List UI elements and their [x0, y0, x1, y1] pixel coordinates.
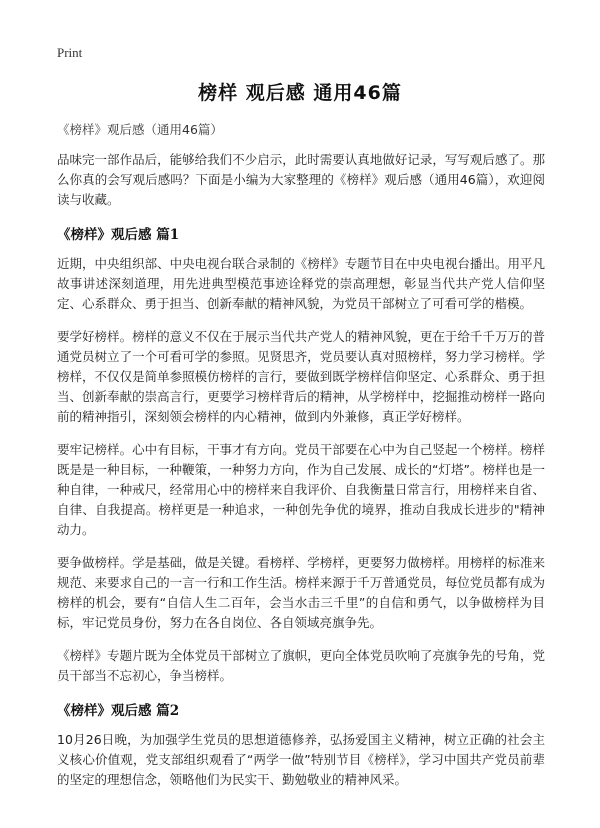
- page-title: 榜样 观后感 通用46篇: [198, 82, 402, 104]
- section-paragraph: 要争做榜样。学是基础，做是关键。看榜样、学榜样，更要努力做榜样。用榜样的标准来规范、来要求自己的一言一行和工作生活。榜样来源于千万普通党员，每位党员都有成为榜样的机会，要有“自信人生二百年，会当水击三千里”的自信和勇气，以争做榜样为目标，牢记党员身份，努力在各自岗位、各自领域亮旗争先。: [57, 555, 545, 630]
- section-paragraph: 要牢记榜样。心中有目标，干事才有方向。党员干部要在心中为自己竖起一个榜样。榜样既是是一种目标，一种鞭策，一种努力方向，作为自己发展、成长的“灯塔”。榜样也是一种自律，一种戒尺，经常用心中的榜样来自我评价、自我衡量日常言行，用榜样来自省、自律、自我提高。榜样更是一种追求，一种创先争优的境界，推动自我成长进步的"精神动力。: [57, 442, 545, 537]
- section-heading: 《榜样》观后感 篇1: [57, 227, 180, 243]
- print-link[interactable]: Print: [57, 45, 83, 60]
- section-paragraph: 《榜样》专题片既为全体党员干部树立了旗帜，更向全体党员吹响了亮旗争先的号角，党员干部当不忘初心，争当榜样。: [57, 648, 545, 683]
- document-body: [57, 120, 545, 803]
- section-paragraph: 要学好榜样。榜样的意义不仅在于展示当代共产党人的精神风貌，更在于给千千万万的普通党员树立了一个可看可学的参照。见贤思齐，党员要认真对照榜样，努力学习榜样。学榜样，不仅仅是简单参照模仿榜样的言行，要做到既学榜样信仰坚定、心系群众、勇于担当、创新奉献的崇高言行，更要学习榜样背后的精神，从学榜样中，挖掘推动榜样一路向前的精神指引，深刻领会榜样的内心精神，做到内外兼修，真正学好榜样。: [57, 329, 545, 424]
- document-subtitle: 《榜样》观后感（通用46篇）: [57, 122, 223, 137]
- section-paragraph: 近期，中央组织部、中央电视台联合录制的《榜样》专题节目在中央电视台播出。用平凡故事讲述深刻道理，用先进典型模范事迹诠释党的崇高理想，彰显当代共产党人信仰坚定、心系群众、勇于担当、创新奉献的精神风貌，为党员干部树立了可看可学的楷模。: [57, 256, 545, 311]
- intro-paragraph: 品味完一部作品后，能够给我们不少启示，此时需要认真地做好记录，写写观后感了。那么你真的会写观后感吗？下面是小编为大家整理的《榜样》观后感（通用46篇），欢迎阅读与收藏。: [57, 152, 545, 207]
- section-paragraph: 10月26日晚，为加强学生党员的思想道德修养，弘扬爱国主义精神，树立正确的社会主义核心价值观，党支部组织观看了“两学一做”特别节目《榜样》，学习中国共产党员前辈的坚定的理想信念，领略他们为民实干、勤勉敬业的精神风采。: [57, 732, 545, 787]
- section-heading: 《榜样》观后感 篇2: [57, 703, 180, 719]
